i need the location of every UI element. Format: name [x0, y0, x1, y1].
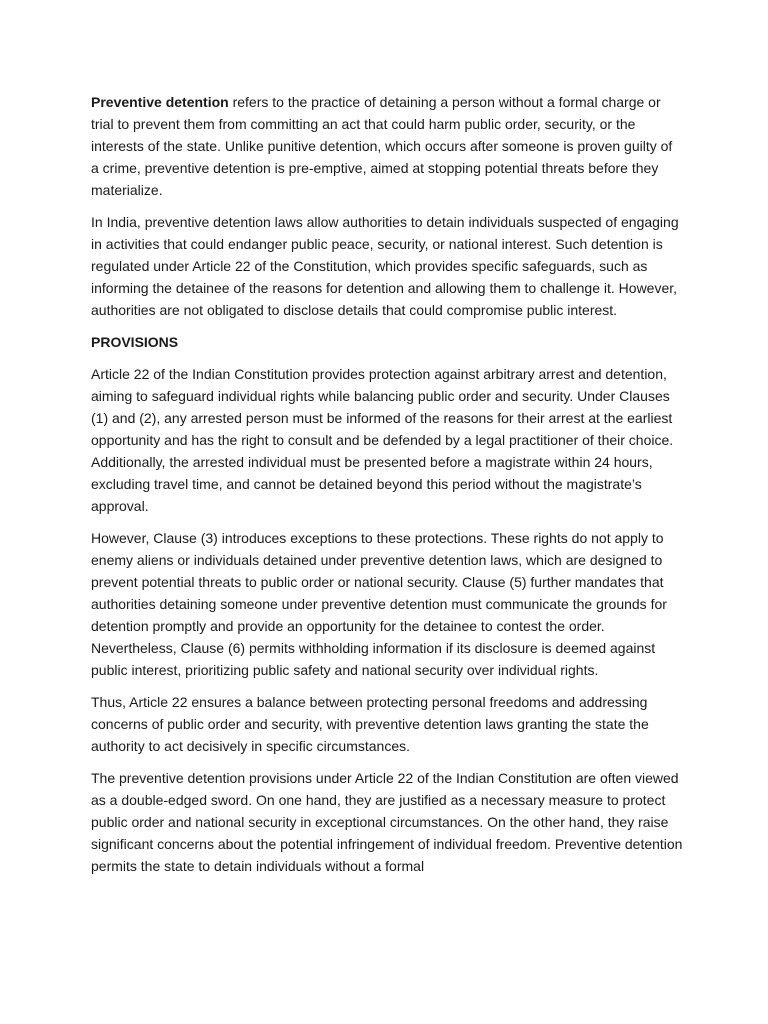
- lead-term: Preventive detention: [91, 94, 229, 110]
- balance-paragraph: Thus, Article 22 ensures a balance between protecting personal freedoms and addressing concerns of public order and security, with preventive detention laws granting the state the authority to act decisively in specific circumstances.: [91, 694, 649, 754]
- double-edged-paragraph: The preventive detention provisions under Article 22 of the Indian Constitution are often viewed as a double-edged sword. On one hand, they are justified as a necessary measure to protect public order and national security in exceptional circumstances. On the other hand, they raise significant concerns about the potential infringement of individual freedom. Preventive detention permits the state to detain individuals without a formal: [91, 770, 683, 874]
- intro-paragraph: [91, 91, 683, 201]
- article-22-paragraph: Article 22 of the Indian Constitution provides protection against arbitrary arrest and detention, aiming to safeguard individual rights while balancing public order and security. Under Clauses (1) and (2), any arrested person must be informed of the reasons for their arrest at the earliest opportunity and has the right to consult and be defended by a legal practitioner of their choice. Additionally, the arrested individual must be presented before a magistrate within 24 hours, excluding travel time, and cannot be detained beyond this period without the magistrate’s approval.: [91, 366, 674, 514]
- provisions-heading: PROVISIONS: [91, 334, 179, 350]
- intro-text: refers to the practice of detaining a person without a formal charge or trial to prevent them from committing an act that could harm public order, security, or the interests of the state. Unlike punitive detention, which occurs after someone is proven guilty of a crime, preventive detention is pre-emptive, aimed at stopping potential threats before they materialize.: [91, 94, 673, 198]
- clause-exceptions-paragraph: However, Clause (3) introduces exceptions to these protections. These rights do not apply to enemy aliens or individuals detained under preventive detention laws, which are designed to prevent potential threats to public order or national security. Clause (5) further mandates that authorities detaining someone under preventive detention must communicate the grounds for detention promptly and provide an opportunity for the detainee to contest the order. Nevertheless, Clause (6) permits withholding information if its disclosure is deemed against public interest, prioritizing public safety and national security over individual rights.: [91, 530, 667, 678]
- document-page: [91, 91, 683, 887]
- india-paragraph: In India, preventive detention laws allow authorities to detain individuals suspected of engaging in activities that could endanger public peace, security, or national interest. Such detention is regulated under Article 22 of the Constitution, which provides specific safeguards, such as informing the detainee of the reasons for detention and allowing them to challenge it. However, authorities are not obligated to disclose details that could compromise public interest.: [91, 214, 679, 318]
